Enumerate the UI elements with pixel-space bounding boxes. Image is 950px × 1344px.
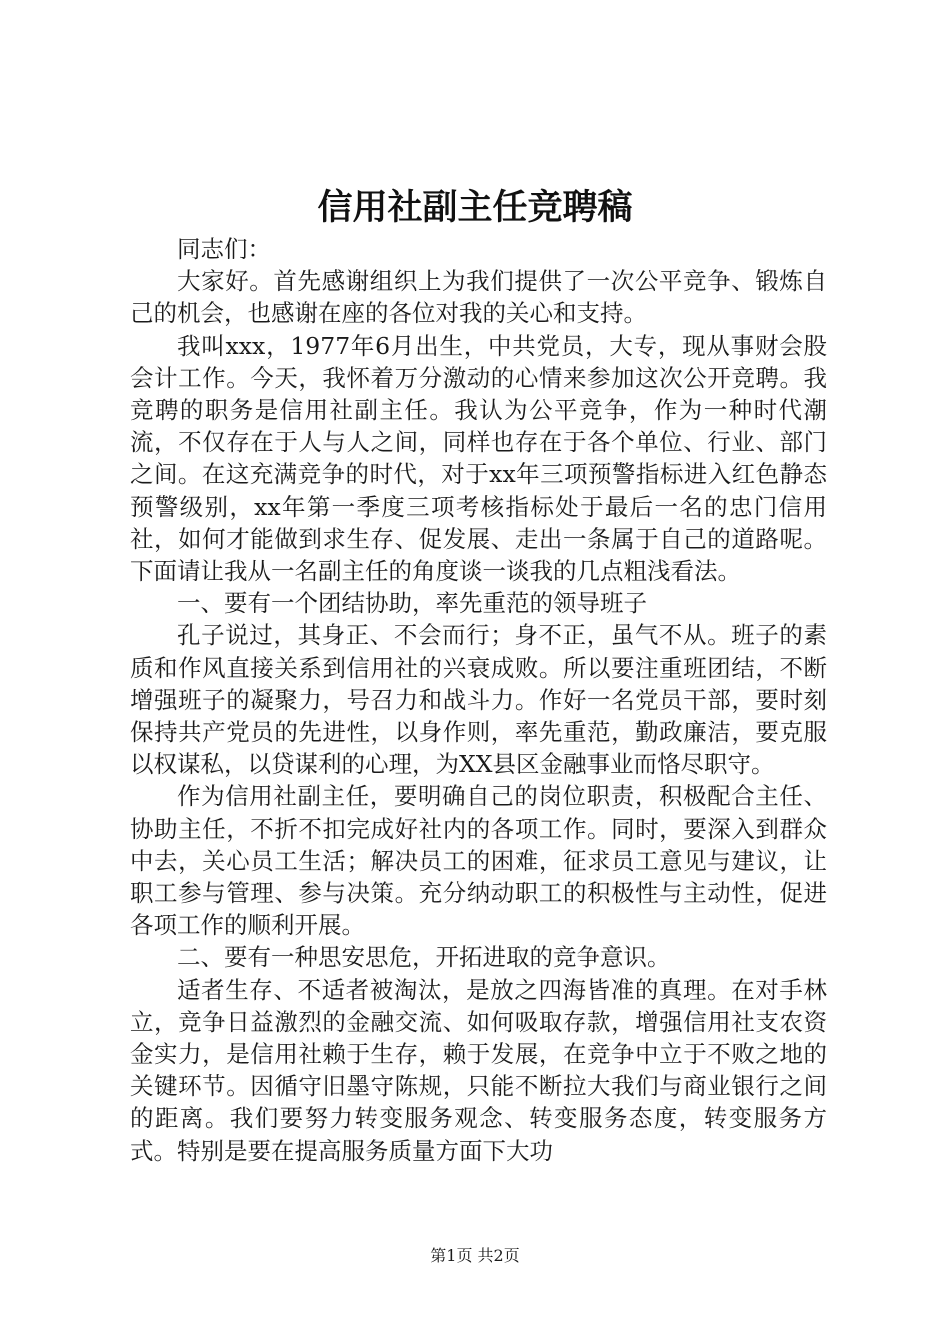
paragraph-greeting: 大家好。首先感谢组织上为我们提供了一次公平竞争、锻炼自己的机会，也感谢在座的各位对我的关心和支持。 xyxy=(130,267,827,328)
document-body xyxy=(130,233,827,1167)
section-heading-2: 二、要有一种思安思危，开拓进取的竞争意识。 xyxy=(177,943,671,972)
page-number-footer: 第1页 共2页 xyxy=(430,1246,520,1265)
paragraph-introduction: 我叫xxx，1977年6月出生，中共党员，大专，现从事财会股会计工作。今天，我怀着万分激动的心情来参加这次公开竞聘。我竞聘的职务是信用社副主任。我认为公平竞争，作为一种时代潮流，不仅存在于人与人之间，同样也存在于各个单位、行业、部门之间。在这充满竞争的时代，对于xx年三项预警指标进入红色静态预警级别，xx年第一季度三项考核指标处于最后一名的忠门信用社，如何才能做到求生存、促发展、走出一条属于自己的道路呢。下面请让我从一名副主任的角度谈一谈我的几点粗浅看法。 xyxy=(130,331,827,586)
document-title: 信用社副主任竞聘稿 xyxy=(317,187,633,228)
paragraph-section-1-a: 孔子说过，其身正、不会而行；身不正，虽气不从。班子的素质和作风直接关系到信用社的兴衰成败。所以要注重班团结，不断增强班子的凝聚力，号召力和战斗力。作好一名党员干部，要时刻保持共产党员的先进性，以身作则，率先重范，勤政廉洁，要克服以权谋私，以贷谋利的心理，为XX县区金融事业而恪尽职守。 xyxy=(130,621,827,779)
section-heading-1: 一、要有一个团结协助，率先重范的领导班子 xyxy=(177,589,647,618)
paragraph-section-1-b: 作为信用社副主任，要明确自己的岗位职责，积极配合主任、协助主任，不折不扣完成好社内的各项工作。同时，要深入到群众中去，关心员工生活；解决员工的困难，征求员工意见与建议，让职工参与管理、参与决策。充分纳动职工的积极性与主动性，促进各项工作的顺利开展。 xyxy=(130,782,827,940)
salutation: 同志们： xyxy=(177,235,271,263)
paragraph-section-2-a: 适者生存、不适者被淘汰，是放之四海皆准的真理。在对手林立，竞争日益激烈的金融交流、如何吸取存款，增强信用社支农资金实力，是信用社赖于生存，赖于发展，在竞争中立于不败之地的关键环节。因循守旧墨守陈规，只能不断拉大我们与商业银行之间的距离。我们要努力转变服务观念、转变服务态度，转变服务方式。特别是要在提高服务质量方面下大功 xyxy=(130,975,827,1165)
